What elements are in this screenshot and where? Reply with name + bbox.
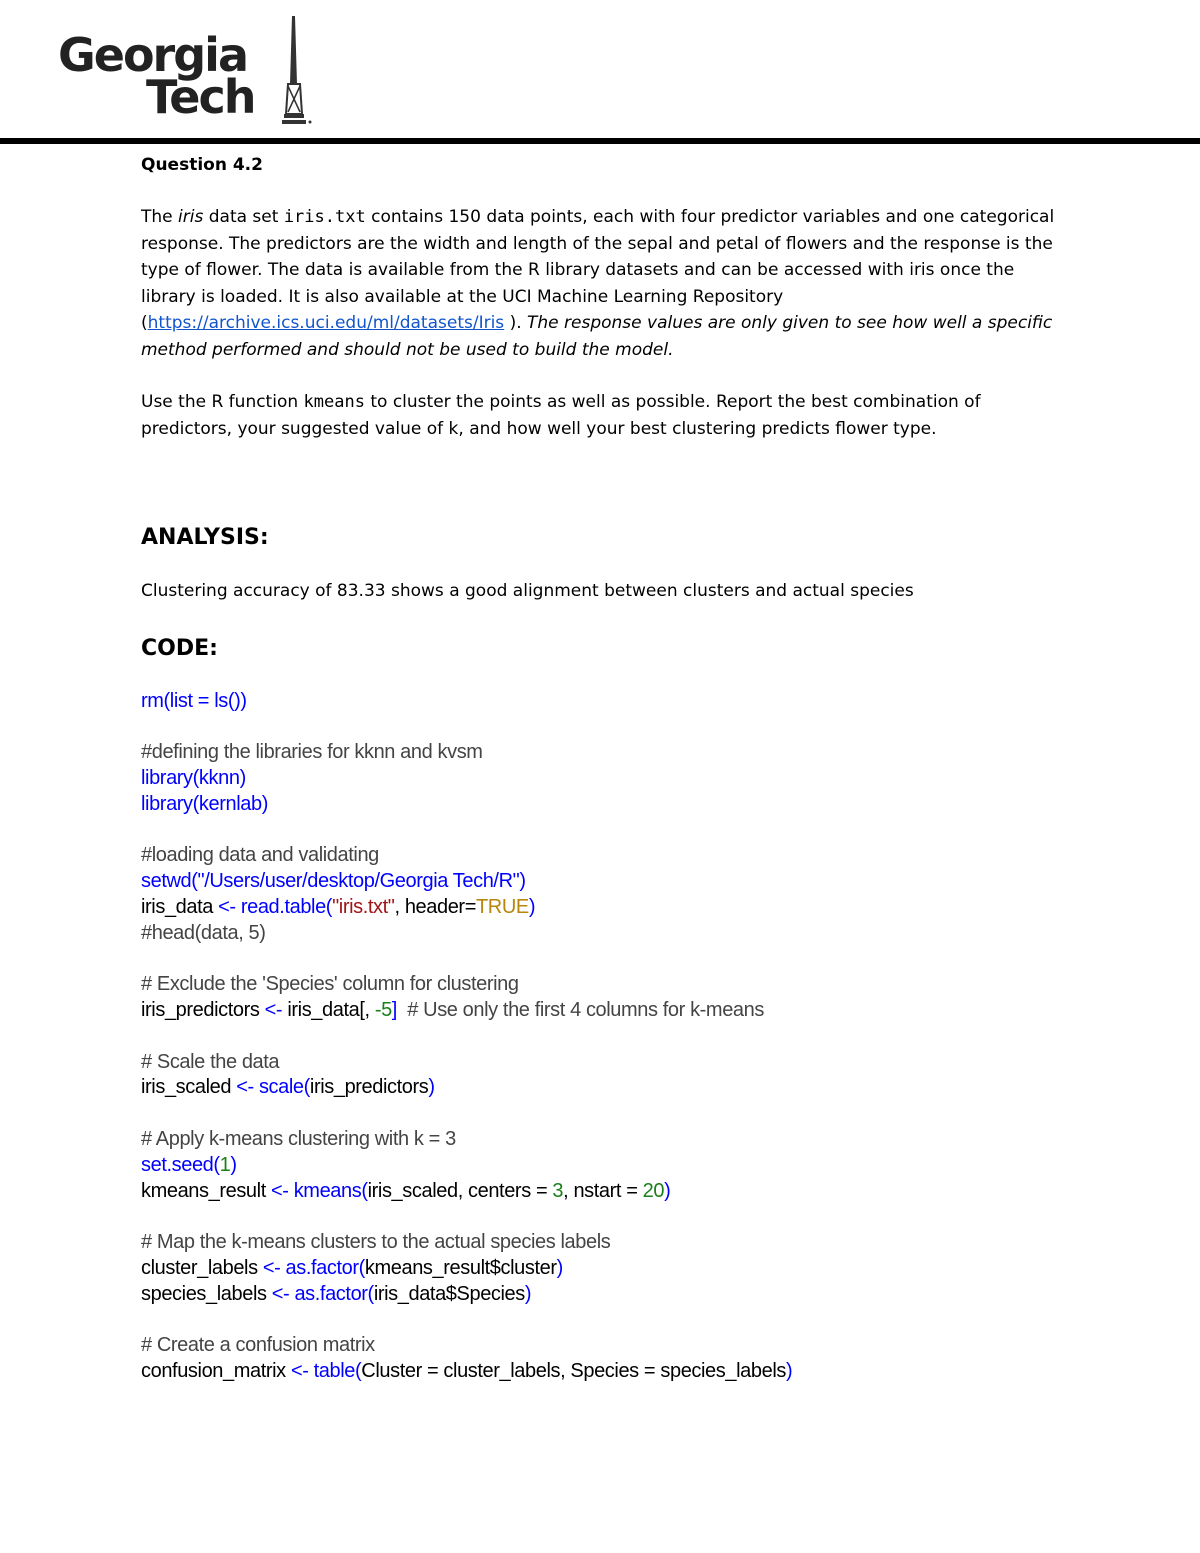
q2-text-b: to cluster the points as well as possible. Report the best combination of predictors, your suggested value of k, and how well your best clustering predicts flower type. [141,392,981,439]
code-blank [141,714,1071,740]
code-token: library [141,766,193,789]
code-token: <- kmeans( [271,1179,368,1202]
code-line [141,1256,1071,1282]
code-block [141,689,1071,1386]
code-token: kmeans_result$cluster [364,1257,557,1280]
code-token: (kernlab) [192,792,268,815]
code-token: , header= [394,895,476,918]
q-text-italic-note: The response values are only given to see how well a specific method performed and should not be used to build the model. [141,313,1053,360]
q-text-c: contains 150 data points, each with four predictor variables and one categorical response. The predictors are the width and length of the sepal and petal of flowers and the response is the type of flower. The data is available from the R library datasets and can be accessed with iris once the library is loaded. It is also available at the UCI Machine Learning Repository ( [141,207,1055,333]
code-comment: # Exclude the 'Species' column for clustering [141,973,519,996]
q2-text-a: Use the R function [141,392,304,412]
code-line [141,1359,1071,1385]
code-comment: #loading data and validating [141,844,379,867]
code-blank [141,817,1071,843]
analysis-heading: ANALYSIS: [141,525,269,550]
code-number: 20 [642,1179,665,1202]
code-token: <- [264,999,288,1022]
logo-word-georgia: Georgia [58,28,247,82]
document-body [141,152,1071,1385]
code-token: iris_scaled, centers = [367,1179,553,1202]
code-token: Cluster = cluster_labels, Species = species_labels [361,1360,786,1383]
code-number: 1 [219,1153,231,1176]
code-token: set.seed( [141,1153,220,1176]
code-constant: TRUE [475,895,529,918]
code-token: ) [519,870,526,893]
code-string: "iris.txt" [332,895,395,918]
analysis-text: Clustering accuracy of 83.33 shows a good alignment between clusters and actual species [141,581,914,601]
code-comment: # Create a confusion matrix [141,1334,375,1357]
code-token: library [141,792,193,815]
code-comment: #head(data, 5) [141,921,266,944]
question-paragraph-2 [141,389,1071,442]
code-token: confusion_matrix [141,1360,291,1383]
code-line [141,1179,1071,1205]
code-blank [141,1024,1071,1050]
code-token: <- as.factor( [271,1282,374,1305]
code-blank [141,1101,1071,1127]
code-token: setwd( [141,870,198,893]
code-token: iris_data$Species [373,1282,525,1305]
logo-word-tech: Tech [146,70,255,124]
q-text-iris: iris [178,207,204,227]
code-token: iris_predictors [309,1076,429,1099]
code-line [141,895,1071,921]
code-number: 3 [552,1179,564,1202]
code-token: ) [664,1179,671,1202]
code-blank [141,1308,1071,1334]
code-line [141,998,1071,1024]
code-line [141,1153,1071,1179]
code-token: species_labels [141,1282,272,1305]
code-line: rm(list = ls()) [141,689,247,712]
code-string: "/Users/user/desktop/Georgia Tech/R" [197,870,520,893]
q-text-a: The [141,207,179,227]
code-token: cluster_labels [141,1257,263,1280]
code-comment: # Scale the data [141,1050,280,1073]
code-token: (kknn) [192,766,246,789]
code-token: ) [230,1153,237,1176]
code-token: ) [785,1360,793,1383]
q2-function-name: kmeans [303,392,365,412]
q-text-filename: iris.txt [283,207,366,227]
code-line [141,1075,1071,1101]
code-token: iris_predictors [141,999,265,1022]
code-token: <- read.table( [218,895,333,918]
code-number: -5 [374,999,392,1022]
code-blank [141,1204,1071,1230]
code-line [141,869,1071,895]
code-token: ] [391,999,397,1022]
code-token: kmeans_result [141,1179,272,1202]
question-title: Question 4.2 [141,155,263,175]
code-token: ) [556,1257,563,1280]
code-token: , nstart = [563,1179,643,1202]
tech-tower-icon [278,14,328,129]
code-token: iris_data [141,895,219,918]
code-blank [141,946,1071,972]
code-comment: #defining the libraries for kknn and kvsm [141,741,483,764]
code-comment: # Use only the first 4 columns for k-means [396,999,764,1022]
q-text-d: ). [504,313,528,333]
code-line [141,792,1071,818]
code-heading: CODE: [141,635,218,661]
code-line [141,1282,1071,1308]
code-token: iris_data[, [287,999,375,1022]
code-token: <- as.factor( [262,1257,365,1280]
q-text-b: data set [203,207,284,227]
code-token: <- scale( [236,1076,310,1099]
code-line [141,766,1071,792]
georgia-tech-logo [58,14,328,129]
uci-repository-link[interactable]: https://archive.ics.uci.edu/ml/datasets/Iris [147,313,505,333]
code-token: iris_scaled [141,1076,237,1099]
question-paragraph-1 [141,204,1071,363]
code-token: <- table( [290,1360,362,1383]
code-token: ) [524,1282,532,1305]
code-token: ) [428,1076,435,1099]
header-divider [0,138,1200,144]
code-comment: # Map the k-means clusters to the actual species labels [141,1231,611,1254]
code-comment: # Apply k-means clustering with k = 3 [141,1128,456,1151]
code-token: ) [528,895,536,918]
